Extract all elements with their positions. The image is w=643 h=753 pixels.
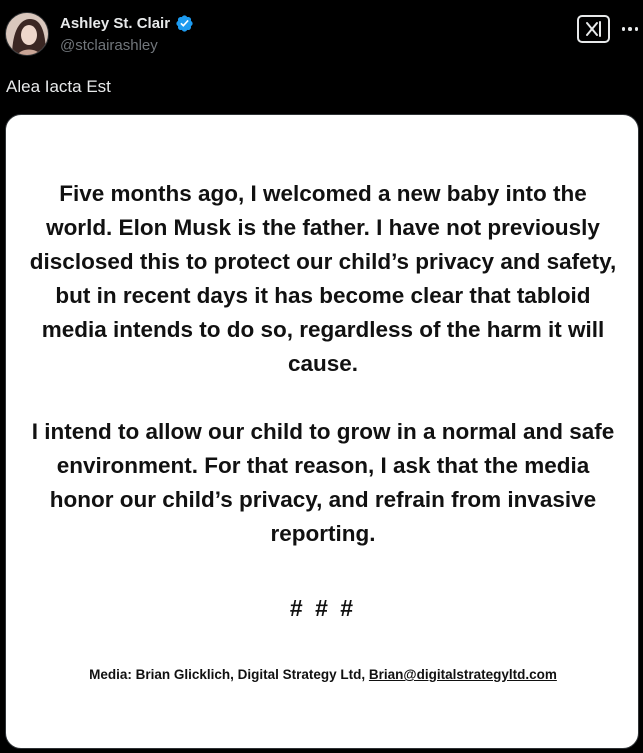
grok-icon (584, 20, 604, 38)
media-contact-email: Brian@digitalstrategyltd.com (368, 667, 557, 682)
more-dots-icon (622, 27, 626, 31)
media-contact (6, 667, 639, 682)
verified-badge-icon (175, 14, 194, 33)
statement-paragraph-2: I intend to allow our child to grow in a normal and safe environment. For that reason, I ask that the media honor our child’s privacy, and refrain from invasive reporting. (31, 419, 615, 546)
statement-paragraph-1: Five months ago, I welcomed a new baby into the world. Elon Musk is the father. I have not previously disclosed this to protect our child’s privacy and safety, but in recent days it has become clear that tabloid media intends to do so, regardless of the harm it will cause. (29, 181, 617, 376)
more-options-button[interactable] (618, 17, 642, 41)
statement-text (26, 177, 620, 551)
author-display-name[interactable]: Ashley St. Clair (60, 15, 171, 32)
avatar[interactable] (5, 12, 49, 56)
tweet-image[interactable] (5, 114, 639, 749)
post-header (0, 0, 643, 70)
tweet-text: Alea Iacta Est (6, 77, 111, 96)
grok-button[interactable] (577, 15, 610, 43)
author-handle[interactable]: @stclairashley (60, 37, 158, 54)
avatar-image (6, 13, 49, 56)
author-name-row (60, 14, 194, 33)
separator-marks: # # # (289, 595, 357, 621)
media-contact-label: Media: Brian Glicklich, Digital Strategy Ltd, (89, 667, 369, 682)
